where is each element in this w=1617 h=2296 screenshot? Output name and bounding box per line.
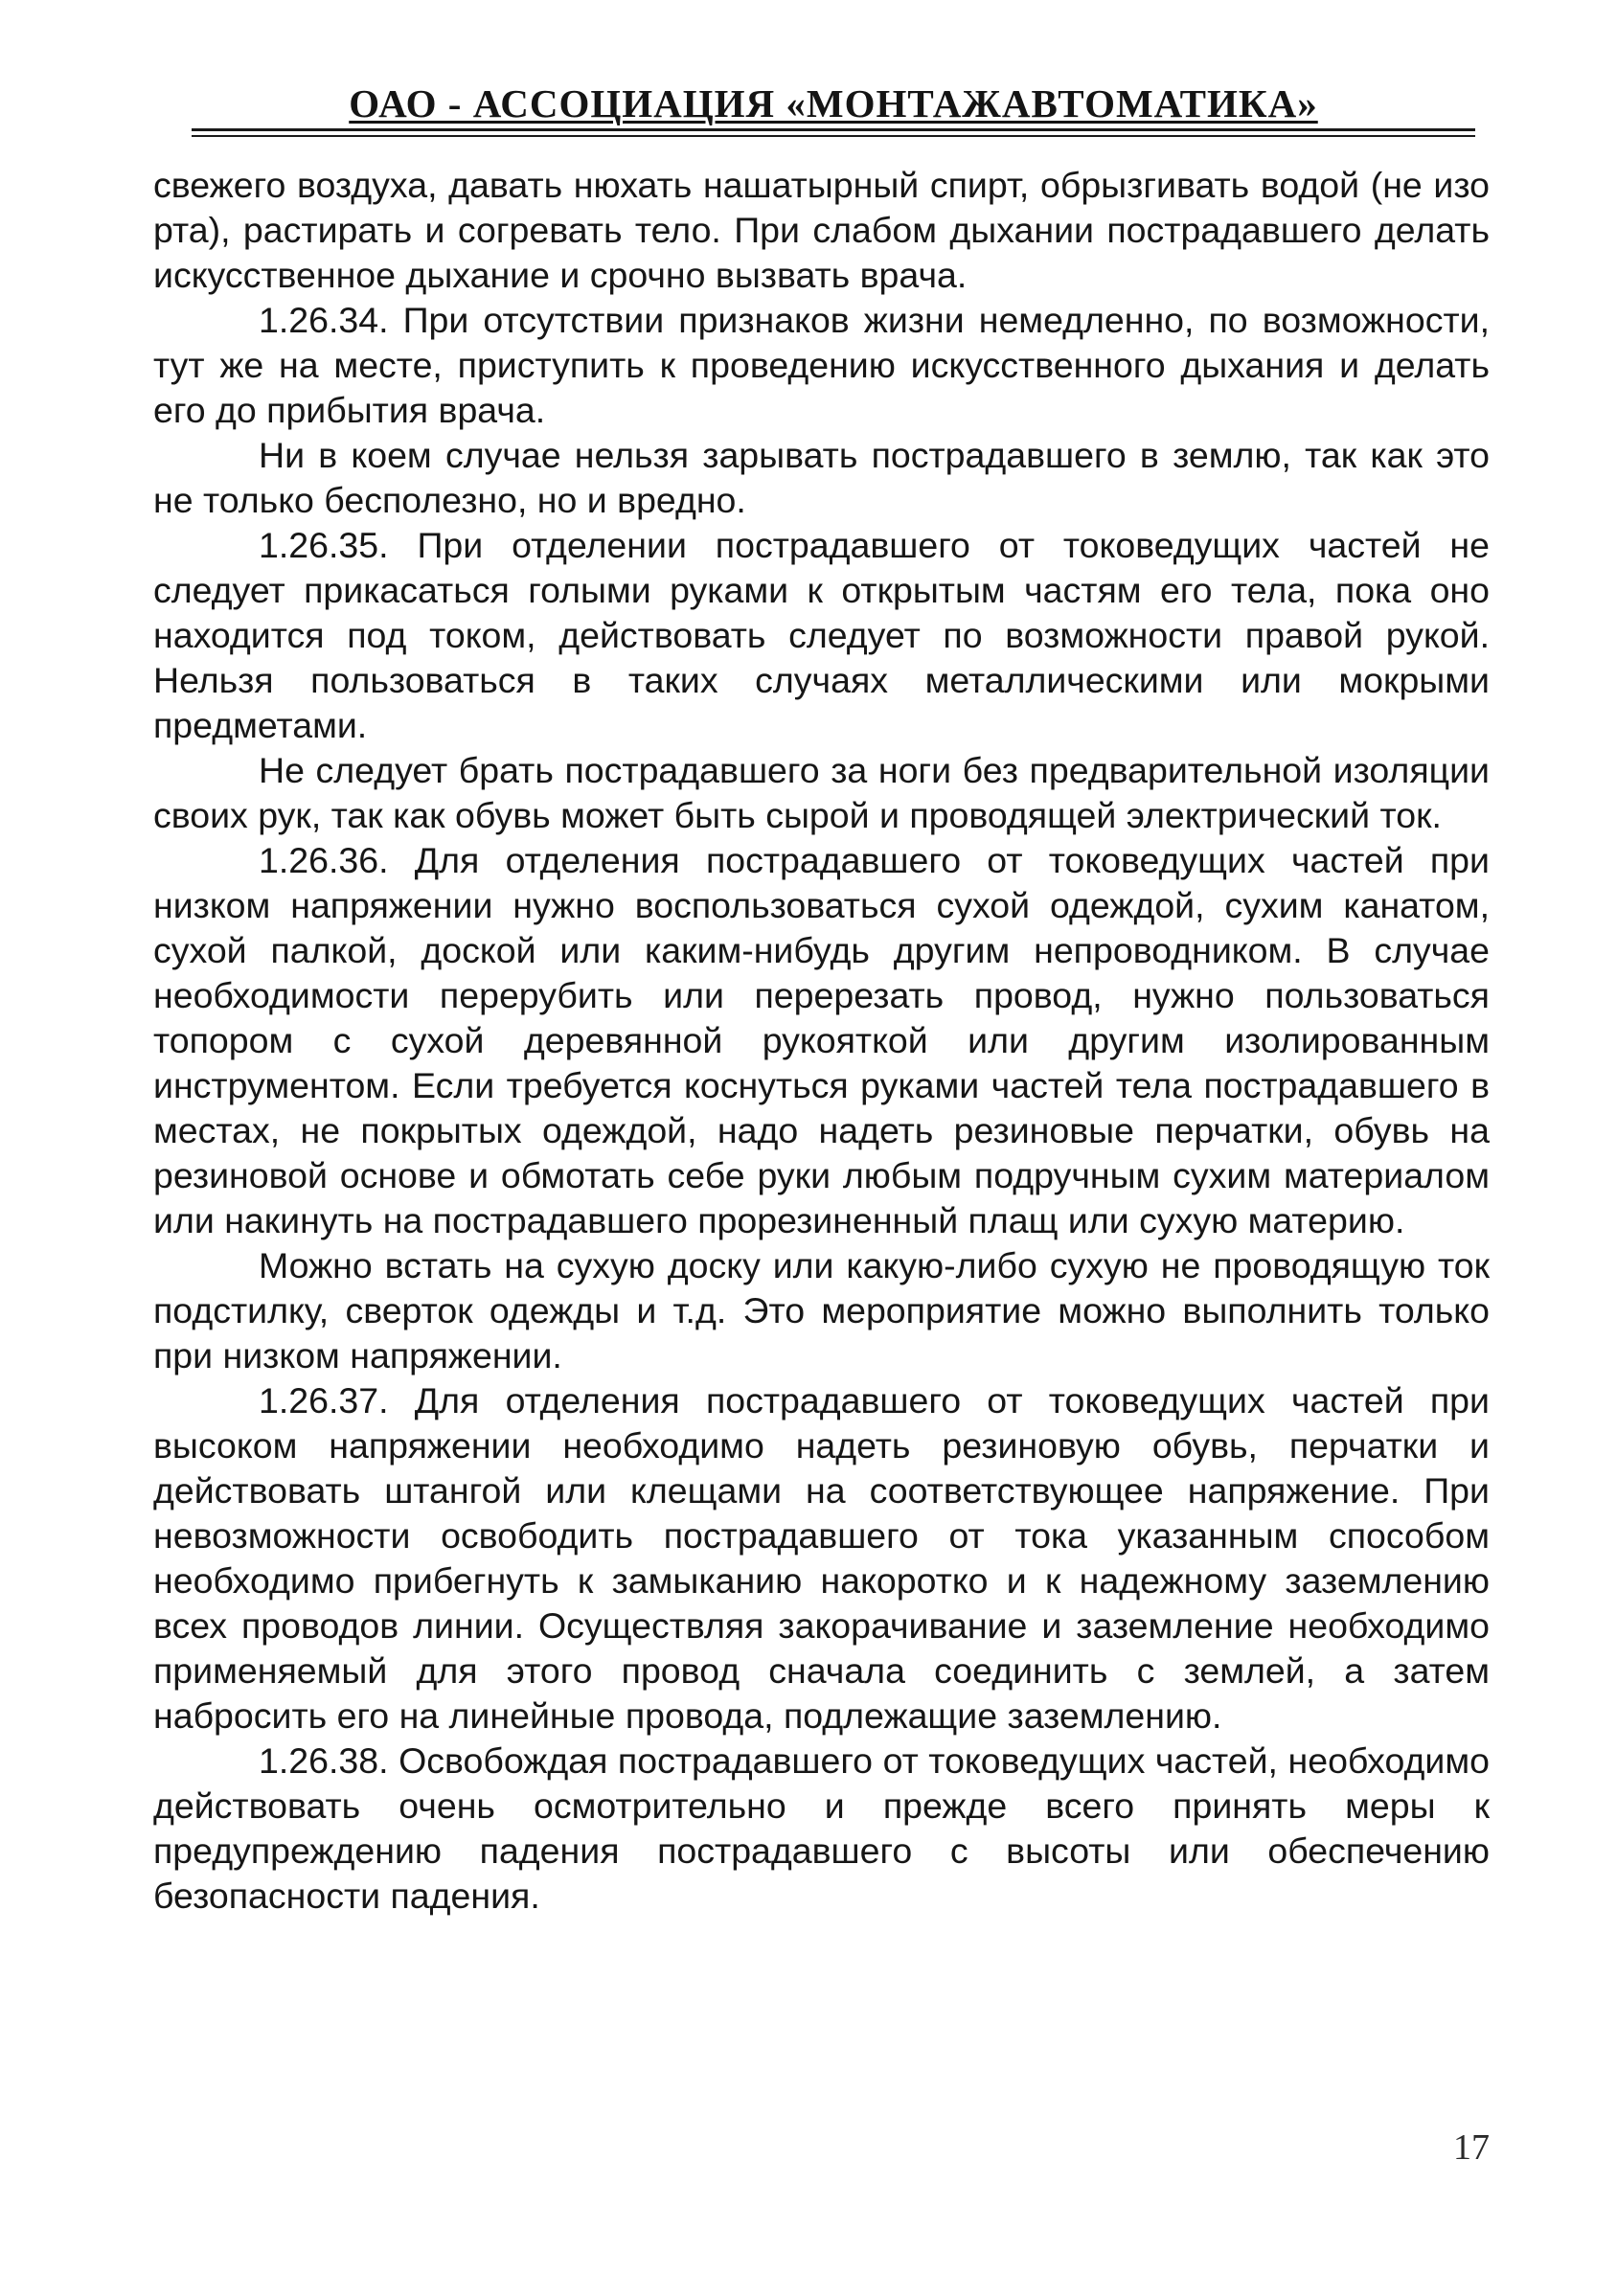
paragraph-1-26-37: 1.26.37. Для отделения пострадавшего от токоведущих частей при высоком напряжении необходимо надеть резиновую обувь, перчатки и действовать штангой или клещами на соответствующее напряжение. При невозможности освободить пострадавшего от тока указанным способом необходимо прибегнуть к замыканию накоротко и к надежному заземлению всех проводов линии. Осуществляя закорачивание и заземление необходимо применяемый для этого провод сначала соединить с землей, а затем набросить его на линейные провода, подлежащие заземлению. [153, 1380, 1490, 1736]
paragraph-dry-board: Можно встать на сухую доску или какую-либо сухую не проводящую ток подстилку, сверток одежды и т.д. Это мероприятие можно выполнить только при низком напряжении. [153, 1245, 1490, 1375]
paragraph-feet-warning: Не следует брать пострадавшего за ноги без предварительной изоляции своих рук, так как обувь может быть сырой и проводящей электрический ток. [153, 750, 1490, 835]
paragraph-burial-warning: Ни в коем случае нельзя зарывать пострадавшего в землю, так как это не только бесполезно, но и вредно. [153, 435, 1490, 520]
paragraph-1-26-38: 1.26.38. Освобождая пострадавшего от токоведущих частей, необходимо действовать очень осмотрительно и прежде всего принять меры к предупреждению падения пострадавшего с высоты или обеспечению безопасности падения. [153, 1740, 1490, 1916]
header-rule-thin [192, 135, 1475, 137]
paragraph-continuation: свежего воздуха, давать нюхать нашатырный спирт, обрызгивать водой (не изо рта), растирать и согревать тело. При слабом дыхании пострадавшего делать искусственное дыхание и срочно вызвать врача. [153, 165, 1490, 295]
header-rule [192, 128, 1475, 131]
paragraph-1-26-35: 1.26.35. При отделении пострадавшего от токоведущих частей не следует прикасаться голыми руками к открытым частям его тела, пока оно находится под током, действовать следует по возможности правой рукой. Нельзя пользоваться в таких случаях металлическими или мокрыми предметами. [153, 525, 1490, 745]
page-header [192, 80, 1475, 126]
paragraph-1-26-34: 1.26.34. При отсутствии признаков жизни немедленно, по возможности, тут же на месте, приступить к проведению искусственного дыхания и делать его до прибытия врача. [153, 300, 1490, 430]
page-number: 17 [1453, 2127, 1490, 2168]
document-body [153, 163, 1490, 1919]
paragraph-1-26-36: 1.26.36. Для отделения пострадавшего от токоведущих частей при низком напряжении нужно воспользоваться сухой одеждой, сухим канатом, сухой палкой, доской или каким-нибудь другим непроводником. В случае необходимости перерубить или перерезать провод, нужно пользоваться топором с сухой деревянной рукояткой или другим изолированным инструментом. Если требуется коснуться руками частей тела пострадавшего в местах, не покрытых одеждой, надо надеть резиновые перчатки, обувь на резиновой основе и обмотать себе руки любым подручным сухим материалом или накинуть на пострадавшего прорезиненный плащ или сухую материю. [153, 840, 1490, 1240]
header-title: ОАО - АССОЦИАЦИЯ «МОНТАЖАВТОМАТИКА» [349, 81, 1318, 125]
